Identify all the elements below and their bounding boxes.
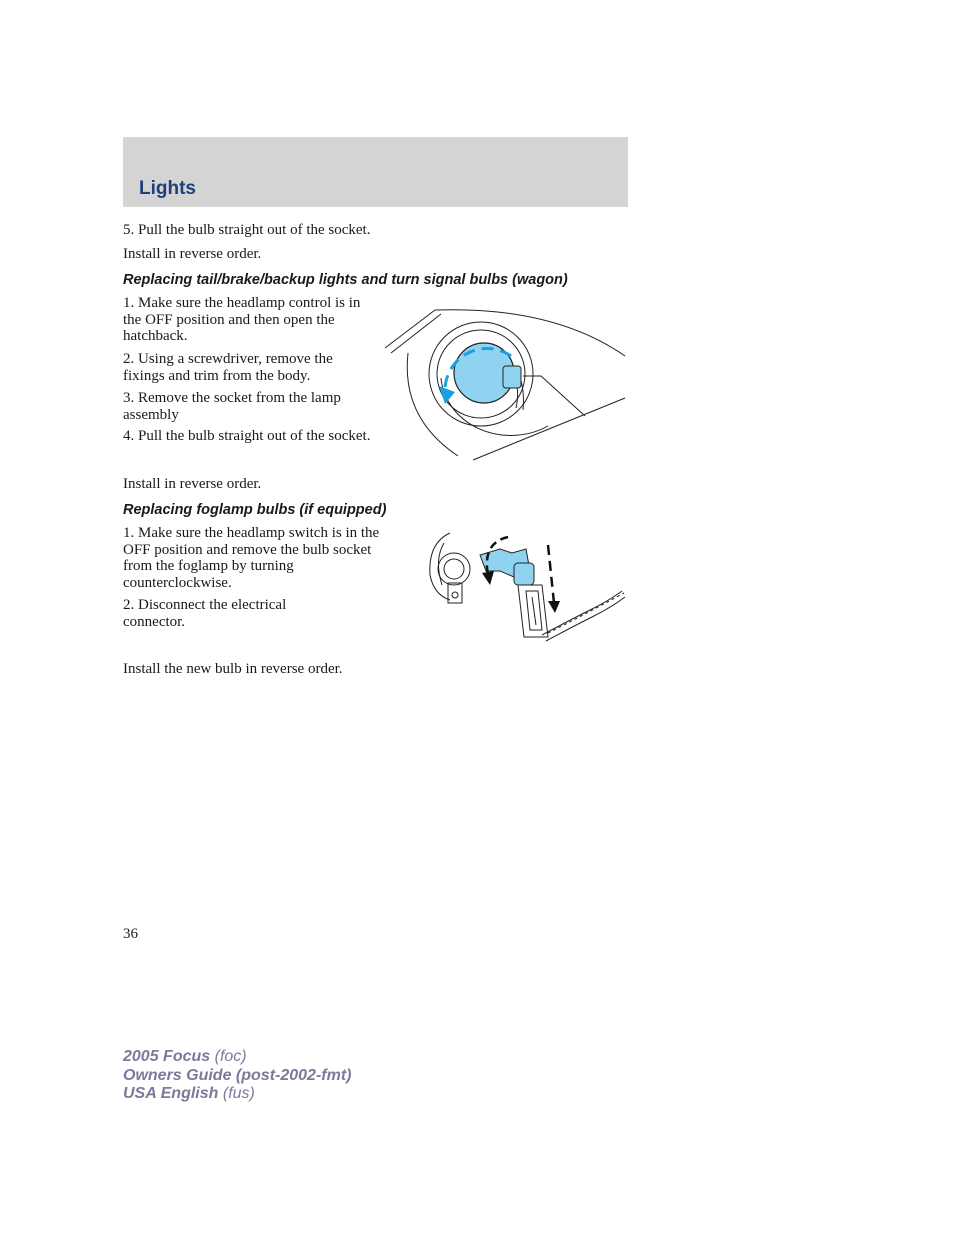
foglamp-step-1: 1. Make sure the headlamp switch is in the OFF position and remove the bulb socket from the foglamp by turning counterclockwise. <box>123 525 380 591</box>
step-5-text: 5. Pull the bulb straight out of the socket. <box>123 222 371 238</box>
foglamp-heading: Replacing foglamp bulbs (if equipped) <box>123 502 387 518</box>
tail-lamp-socket-illustration <box>383 298 628 463</box>
wagon-step-2: 2. Using a screwdriver, remove the fixings and trim from the body. <box>123 351 333 384</box>
document-footer <box>123 1048 351 1104</box>
wagon-heading: Replacing tail/brake/backup lights and turn signal bulbs (wagon) <box>123 272 568 288</box>
footer-language: USA English <box>123 1085 219 1102</box>
install-reverse-text: Install in reverse order. <box>123 246 262 262</box>
foglamp-step-2: 2. Disconnect the electrical connector. <box>123 597 287 630</box>
wagon-install-text: Install in reverse order. <box>123 476 262 492</box>
footer-guide: Owners Guide (post-2002-fmt) <box>123 1066 352 1084</box>
footer-model-code: (foc) <box>214 1048 247 1065</box>
wagon-step-4: 4. Pull the bulb straight out of the socket. <box>123 428 371 444</box>
footer-model: 2005 Focus <box>123 1048 211 1065</box>
section-header-band <box>123 137 628 207</box>
wagon-step-1: 1. Make sure the headlamp control is in the OFF position and then open the hatchback. <box>123 295 361 344</box>
foglamp-install-text: Install the new bulb in reverse order. <box>123 661 343 677</box>
wagon-step-3: 3. Remove the socket from the lamp assembly <box>123 390 341 423</box>
footer-language-code: (fus) <box>222 1085 255 1102</box>
foglamp-bulb-illustration <box>420 525 630 650</box>
section-title: Lights <box>139 178 196 199</box>
page-number: 36 <box>123 926 138 942</box>
pull-down-arrow-icon <box>548 545 554 603</box>
